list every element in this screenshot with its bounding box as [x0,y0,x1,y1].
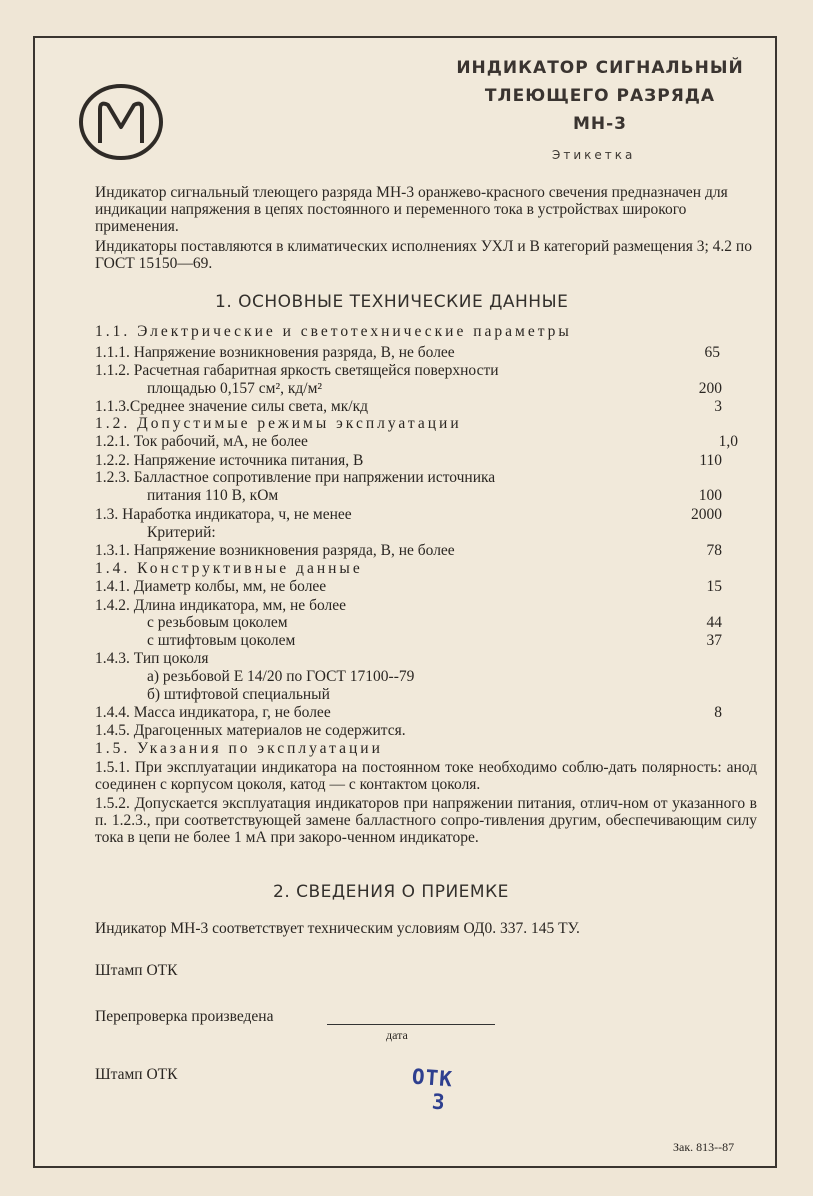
tech-data-row-label: 1.1.1. Напряжение возникновения разряда, В, не более [95,344,455,361]
date-caption: дата [386,1028,408,1042]
tech-data-row-label: 1.2.3. Балластное сопротивление при напряжении источника [95,469,496,486]
stamp-otk-label-2: Штамп ОТК [95,1066,178,1083]
tech-data-row-label: 1.5. Указания по эксплуатации [95,740,383,757]
tech-data-row-label: 1.1.2. Расчетная габаритная яркость светящейся поверхности [95,362,499,379]
tech-data-row-label: 1.4.3. Тип цоколя [95,650,209,667]
tech-data-row-value: 110 [699,452,722,469]
tech-data-row-label: 1.4.4. Масса индикатора, г, не более [95,704,331,721]
tech-data-row-value: 3 [714,398,722,415]
tech-data-row-label: 1.3. Наработка индикатора, ч, не менее [95,506,352,523]
intro-paragraph-2: Индикаторы поставляются в климатических исполнениях УХЛ и В категорий размещения 3; 4.2 по ГОСТ 15150—69. [95,238,752,272]
tech-data-row-label: 1.1. Электрические и светотехнические параметры [95,323,572,340]
tech-data-row-label: 1.2.1. Ток рабочий, мА, не более [95,433,308,450]
title-line-3: МН-3 [572,114,628,134]
tech-data-row-label: с штифтовым цоколем [147,632,296,649]
tech-data-row-value: 2000 [691,506,722,523]
tech-data-row-value: 200 [698,380,722,397]
intro-paragraph-1: Индикатор сигнальный тлеющего разряда МН-3 оранжево-красного свечения предназначен для индикации напряжения в цепях постоянного и переменного тока в устройствах широкого применения. [95,184,728,235]
otk-stamp-number: 3 [431,1089,447,1115]
tech-data-row-label: а) резьбовой Е 14/20 по ГОСТ 17100--79 [147,668,415,685]
tech-data-row-value: 100 [698,487,722,504]
paragraph-1-5-1: 1.5.1. При эксплуатации индикатора на постоянном токе необходимо соблю-дать полярность: анод соединен с корпусом цоколя, катод — с контактом цоколя. [95,759,757,793]
order-number: Зак. 813--87 [673,1140,735,1154]
tech-data-row-label: с резьбовым цоколем [147,614,288,631]
document-type: Этикетка [552,148,636,162]
tech-data-row-label: 1.2. Допустимые режимы эксплуатации [95,415,462,432]
section-2-heading: 2. СВЕДЕНИЯ О ПРИЕМКЕ [273,882,509,902]
tech-data-row-label: 1.3.1. Напряжение возникновения разряда, В, не более [95,542,455,559]
tech-data-row-label: питания 110 В, кОм [147,487,279,504]
tech-data-row-value: 78 [706,542,722,559]
tech-data-row-label: 1.2.2. Напряжение источника питания, В [95,452,364,469]
tech-data-row-value: 1,0 [718,433,738,450]
tech-data-row-label: 1.4. Конструктивные данные [95,560,363,577]
tech-data-row-value: 8 [714,704,722,721]
tech-data-row-label: 1.1.3.Среднее значение силы света, мк/кд [95,398,368,415]
tech-data-row-label: 1.4.5. Драгоценных материалов не содержится. [95,722,406,739]
tech-data-row-value: 37 [706,632,722,649]
tech-data-row-value: 65 [704,344,720,361]
title-line-2: ТЛЕЮЩЕГО РАЗРЯДА [484,86,716,106]
tech-data-row-label: 1.4.2. Длина индикатора, мм, не более [95,597,346,614]
tech-data-row-label: б) штифтовой специальный [147,686,330,703]
paragraph-1-5-2: 1.5.2. Допускается эксплуатация индикаторов при напряжении питания, отлич-ном от указанного в п. 1.2.3., при соответствующей замене балластного сопро-тивления другим, обеспечивающим силу тока в цепи не более 1 мА при закоро-ченном индикаторе. [95,795,757,846]
date-blank-line [327,1024,495,1025]
section-1-heading: 1. ОСНОВНЫЕ ТЕХНИЧЕСКИЕ ДАННЫЕ [215,292,569,312]
otk-stamp-mark: ОТК [411,1064,454,1092]
recheck-label: Перепроверка произведена [95,1008,274,1025]
title-line-1: ИНДИКАТОР СИГНАЛЬНЫЙ [456,58,744,78]
tech-data-row-label: 1.4.1. Диаметр колбы, мм, не более [95,578,327,595]
factory-emblem-m-icon [78,83,164,161]
conformity-statement: Индикатор МН-3 соответствует техническим условиям ОД0. 337. 145 ТУ. [95,920,580,937]
stamp-otk-label-1: Штамп ОТК [95,962,178,979]
tech-data-row-label: Критерий: [147,524,216,541]
tech-data-row-label: площадью 0,157 см², кд/м² [147,380,323,397]
tech-data-row-value: 15 [706,578,722,595]
tech-data-row-value: 44 [706,614,722,631]
